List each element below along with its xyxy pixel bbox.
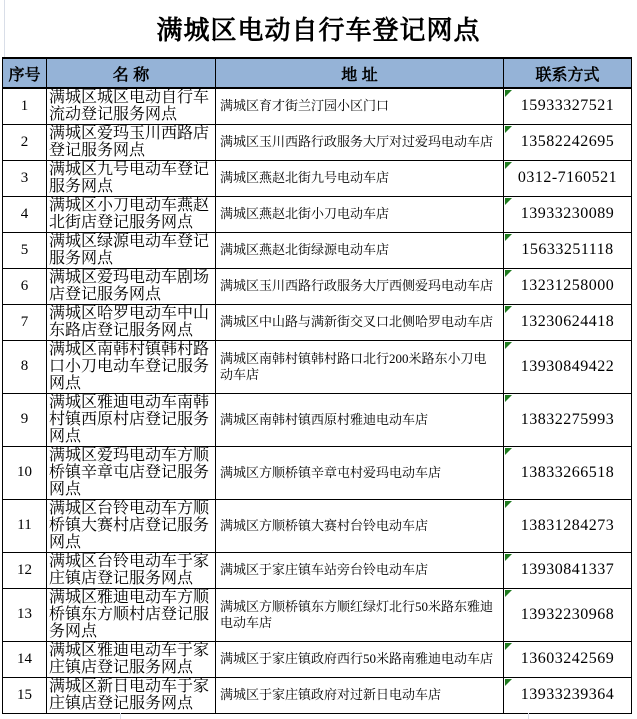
address-cell: 满城区燕赵北街小刀电动车店 (216, 196, 504, 232)
row-number-cell: 2 (3, 124, 47, 160)
phone-text: 13831284273 (520, 516, 615, 534)
text-format-marker-icon (505, 448, 512, 455)
text-format-marker-icon (505, 90, 512, 97)
phone-text: 13933230089 (520, 205, 615, 222)
phone-text: 13932230968 (520, 605, 615, 623)
row-number-cell: 4 (3, 196, 47, 232)
phone-text: 0312-7160521 (517, 169, 618, 186)
phone-text: 15933327521 (520, 97, 615, 115)
address-cell: 满城区育才街兰汀园小区门口 (216, 88, 504, 124)
table-row (3, 552, 632, 588)
phone-cell (504, 88, 632, 124)
registration-table (2, 57, 632, 714)
name-cell: 满城区爱玛电动车剧场店登记服务网点 (47, 268, 216, 304)
table-row (3, 588, 632, 641)
row-number-cell: 13 (3, 588, 47, 641)
phone-cell (504, 552, 632, 588)
text-format-marker-icon (505, 342, 512, 349)
name-cell: 满城区绿源电动车登记服务网点 (47, 232, 216, 268)
address-cell: 满城区于家庄镇政府对过新日电动车店 (216, 677, 504, 713)
spreadsheet-gridline (528, 713, 529, 719)
text-format-marker-icon (505, 590, 512, 597)
table-row (3, 446, 632, 499)
phone-text: 13582242695 (520, 133, 615, 150)
header-row (3, 58, 632, 88)
phone-cell (504, 446, 632, 499)
table-row (3, 268, 632, 304)
address-cell: 满城区玉川西路行政服务大厅对过爱玛电动车店 (216, 124, 504, 160)
phone-cell (504, 124, 632, 160)
header-no: 序号 (3, 58, 47, 88)
phone-text: 13930841337 (520, 561, 615, 578)
address-cell: 满城区方顺桥镇辛章屯村爱玛电动车店 (216, 446, 504, 499)
table-row (3, 393, 632, 446)
table-row (3, 160, 632, 196)
phone-text: 13231258000 (520, 277, 615, 294)
header-name: 名 称 (47, 58, 216, 88)
address-cell: 满城区燕赵北街绿源电动车店 (216, 232, 504, 268)
name-cell: 满城区台铃电动车于家庄镇店登记服务网点 (47, 552, 216, 588)
phone-cell (504, 677, 632, 713)
table-row (3, 88, 632, 124)
text-format-marker-icon (505, 198, 512, 205)
row-number-cell: 10 (3, 446, 47, 499)
header-contact: 联系方式 (504, 58, 632, 88)
phone-cell (504, 196, 632, 232)
phone-cell (504, 160, 632, 196)
phone-cell (504, 232, 632, 268)
header-address: 地 址 (216, 58, 504, 88)
address-cell: 满城区南韩村镇韩村路口北行200米路东小刀电动车店 (216, 340, 504, 393)
phone-cell (504, 304, 632, 340)
phone-text: 13603242569 (520, 650, 615, 667)
text-format-marker-icon (505, 501, 512, 508)
name-cell: 满城区哈罗电动车中山东路店登记服务网点 (47, 304, 216, 340)
spreadsheet-gridline (4, 0, 5, 57)
row-number-cell: 15 (3, 677, 47, 713)
phone-text: 13833266518 (520, 463, 615, 481)
name-cell: 满城区爱玛电动车方顺桥镇辛章屯店登记服务网点 (47, 446, 216, 499)
address-cell: 满城区于家庄镇政府西行50米路南雅迪电动车店 (216, 641, 504, 677)
address-cell: 满城区南韩村镇西原村雅迪电动车店 (216, 393, 504, 446)
spreadsheet-gridline (120, 713, 121, 719)
row-number-cell: 3 (3, 160, 47, 196)
table-row (3, 499, 632, 552)
table-row (3, 641, 632, 677)
row-number-cell: 8 (3, 340, 47, 393)
text-format-marker-icon (505, 679, 512, 686)
page-title: 满城区电动自行车登记网点 (156, 15, 481, 45)
name-cell: 满城区城区电动自行车流动登记服务网点 (47, 88, 216, 124)
phone-cell (504, 340, 632, 393)
row-number-cell: 1 (3, 88, 47, 124)
name-cell: 满城区小刀电动车燕赵北街店登记服务网点 (47, 196, 216, 232)
phone-text: 13930849422 (520, 357, 615, 375)
address-cell: 满城区方顺桥镇东方顺红绿灯北行50米路东雅迪电动车店 (216, 588, 504, 641)
address-cell: 满城区方顺桥镇大赛村台铃电动车店 (216, 499, 504, 552)
address-cell: 满城区玉川西路行政服务大厅西侧爱玛电动车店 (216, 268, 504, 304)
table-header (3, 58, 632, 88)
table-row (3, 304, 632, 340)
name-cell: 满城区雅迪电动车南韩村镇西原村店登记服务网点 (47, 393, 216, 446)
table-row (3, 232, 632, 268)
address-cell: 满城区中山路与满新街交叉口北侧哈罗电动车店 (216, 304, 504, 340)
phone-cell (504, 393, 632, 446)
address-cell: 满城区燕赵北街九号电动车店 (216, 160, 504, 196)
phone-text: 15633251118 (521, 241, 614, 258)
text-format-marker-icon (505, 270, 512, 277)
text-format-marker-icon (505, 162, 512, 169)
text-format-marker-icon (505, 234, 512, 241)
phone-text: 13832275993 (520, 410, 615, 428)
row-number-cell: 6 (3, 268, 47, 304)
row-number-cell: 11 (3, 499, 47, 552)
table-row (3, 677, 632, 713)
name-cell: 满城区台铃电动车方顺桥镇大赛村店登记服务网点 (47, 499, 216, 552)
table-row (3, 196, 632, 232)
phone-cell (504, 268, 632, 304)
text-format-marker-icon (505, 126, 512, 133)
text-format-marker-icon (505, 554, 512, 561)
name-cell: 满城区南韩村镇韩村路口小刀电动车登记服务网点 (47, 340, 216, 393)
text-format-marker-icon (505, 306, 512, 313)
name-cell: 满城区雅迪电动车方顺桥镇东方顺村店登记服务网点 (47, 588, 216, 641)
name-cell: 满城区雅迪电动车于家庄镇店登记服务网点 (47, 641, 216, 677)
row-number-cell: 9 (3, 393, 47, 446)
text-format-marker-icon (505, 395, 512, 402)
table-row (3, 340, 632, 393)
phone-cell (504, 641, 632, 677)
row-number-cell: 14 (3, 641, 47, 677)
phone-text: 13933239364 (520, 686, 615, 703)
row-number-cell: 7 (3, 304, 47, 340)
name-cell: 满城区新日电动车于家庄镇店登记服务网点 (47, 677, 216, 713)
phone-cell (504, 588, 632, 641)
text-format-marker-icon (505, 643, 512, 650)
name-cell: 满城区九号电动车登记服务网点 (47, 160, 216, 196)
table-row (3, 124, 632, 160)
phone-text: 13230624418 (520, 313, 615, 330)
address-cell: 满城区于家庄镇车站旁台铃电动车店 (216, 552, 504, 588)
table-body (3, 88, 632, 713)
name-cell: 满城区爱玛玉川西路店登记服务网点 (47, 124, 216, 160)
phone-cell (504, 499, 632, 552)
row-number-cell: 5 (3, 232, 47, 268)
row-number-cell: 12 (3, 552, 47, 588)
